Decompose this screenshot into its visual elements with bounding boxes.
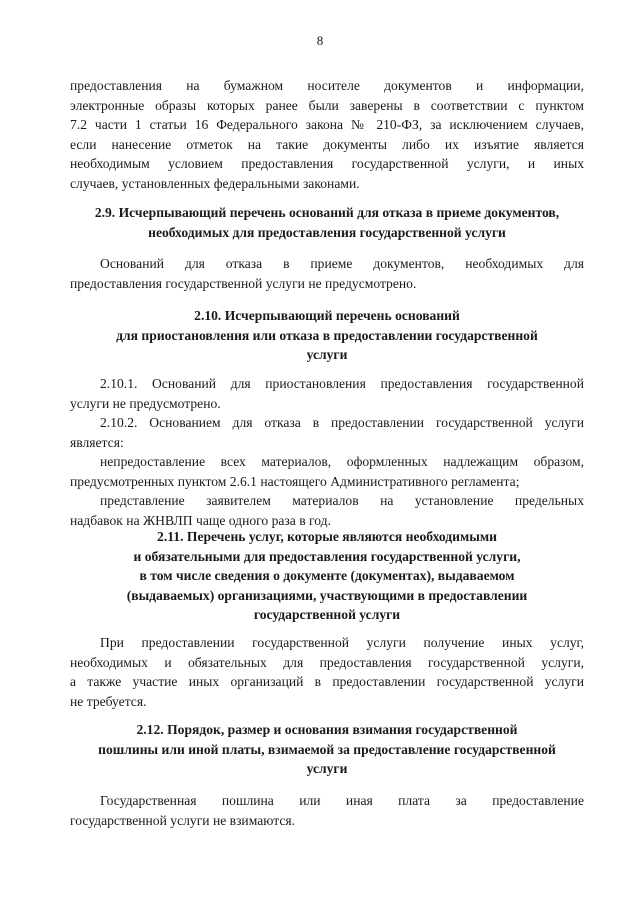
- heading-line: необходимых для предоставления государственной услуги: [148, 224, 506, 240]
- text-line: государственной услуги не взимаются.: [70, 812, 296, 828]
- text-line: 2.10.2. Основанием для отказа в предоставлении государственной услуги: [100, 415, 584, 430]
- heading-line: в том числе сведения о документе (документах), выдаваемом: [139, 568, 515, 583]
- text-line: если нанесение отметок на такие документы либо их изъятие является: [70, 136, 584, 152]
- section-2-12-paragraph: [70, 791, 584, 830]
- heading-line: 2.11. Перечень услуг, которые являются необходимыми: [157, 529, 497, 544]
- page-number: 8: [316, 33, 324, 48]
- text-line: не требуется.: [70, 693, 147, 709]
- section-2-11-paragraph: [70, 633, 584, 711]
- text-line: предусмотренных пунктом 2.6.1 настоящего Административного регламента;: [70, 473, 520, 489]
- text-line: случаев, установленных федеральными законами.: [70, 175, 360, 191]
- text-line: непредоставление всех материалов, оформленных надлежащим образом,: [100, 454, 584, 469]
- text-line: услуги не предусмотрено.: [70, 395, 221, 411]
- text-line: Государственная пошлина или иная плата за предоставление: [100, 793, 584, 808]
- heading-line: 2.10. Исчерпывающий перечень оснований: [194, 308, 460, 323]
- text-line: необходимым условием предоставления государственной услуги, и иных: [70, 156, 584, 171]
- text-line: предоставления государственной услуги не предусмотрено.: [70, 275, 417, 291]
- section-heading-2-10: [70, 306, 584, 365]
- text-line: надбавок на ЖНВЛП чаще одного раза в год.: [70, 512, 331, 528]
- intro-paragraph: [70, 76, 584, 193]
- text-line: представление заявителем материалов на установление предельных: [100, 493, 584, 508]
- section-heading-2-11: [70, 527, 584, 625]
- heading-line: для приостановления или отказа в предоставлении государственной: [116, 327, 538, 343]
- section-heading-2-9: [70, 203, 584, 242]
- text-line: предоставления на бумажном носителе документов и информации,: [70, 78, 584, 93]
- heading-line: услуги: [306, 347, 348, 362]
- section-2-10-paragraphs: [70, 374, 584, 530]
- heading-line: (выдаваемых) организациями, участвующими в предоставлении: [126, 587, 528, 603]
- text-line: 7.2 части 1 статьи 16 Федерального закона № 210-ФЗ, за исключением случаев,: [70, 117, 584, 132]
- heading-line: 2.12. Порядок, размер и основания взимания государственной: [136, 722, 518, 737]
- heading-line: государственной услуги: [253, 607, 401, 622]
- text-line: При предоставлении государственной услуги получение иных услуг,: [100, 635, 584, 650]
- text-line: является:: [70, 434, 124, 450]
- heading-line: и обязательными для предоставления государственной услуги,: [133, 548, 521, 564]
- heading-line: пошлины или иной платы, взимаемой за предоставление государственной: [98, 741, 556, 757]
- text-line: необходимых и обязательных для предоставления государственной услуги,: [70, 654, 584, 670]
- section-2-9-paragraph: [70, 254, 584, 293]
- text-line: 2.10.1. Оснований для приостановления предоставления государственной: [100, 376, 584, 391]
- text-line: а также участие иных организаций в предоставлении государственной услуги: [70, 674, 584, 689]
- text-line: Оснований для отказа в приеме документов, необходимых для: [100, 256, 584, 271]
- heading-line: 2.9. Исчерпывающий перечень оснований для отказа в приеме документов,: [94, 205, 560, 220]
- text-line: электронные образы которых ранее были заверены в соответствии с пунктом: [70, 97, 584, 113]
- heading-line: услуги: [306, 761, 348, 776]
- section-heading-2-12: [70, 720, 584, 779]
